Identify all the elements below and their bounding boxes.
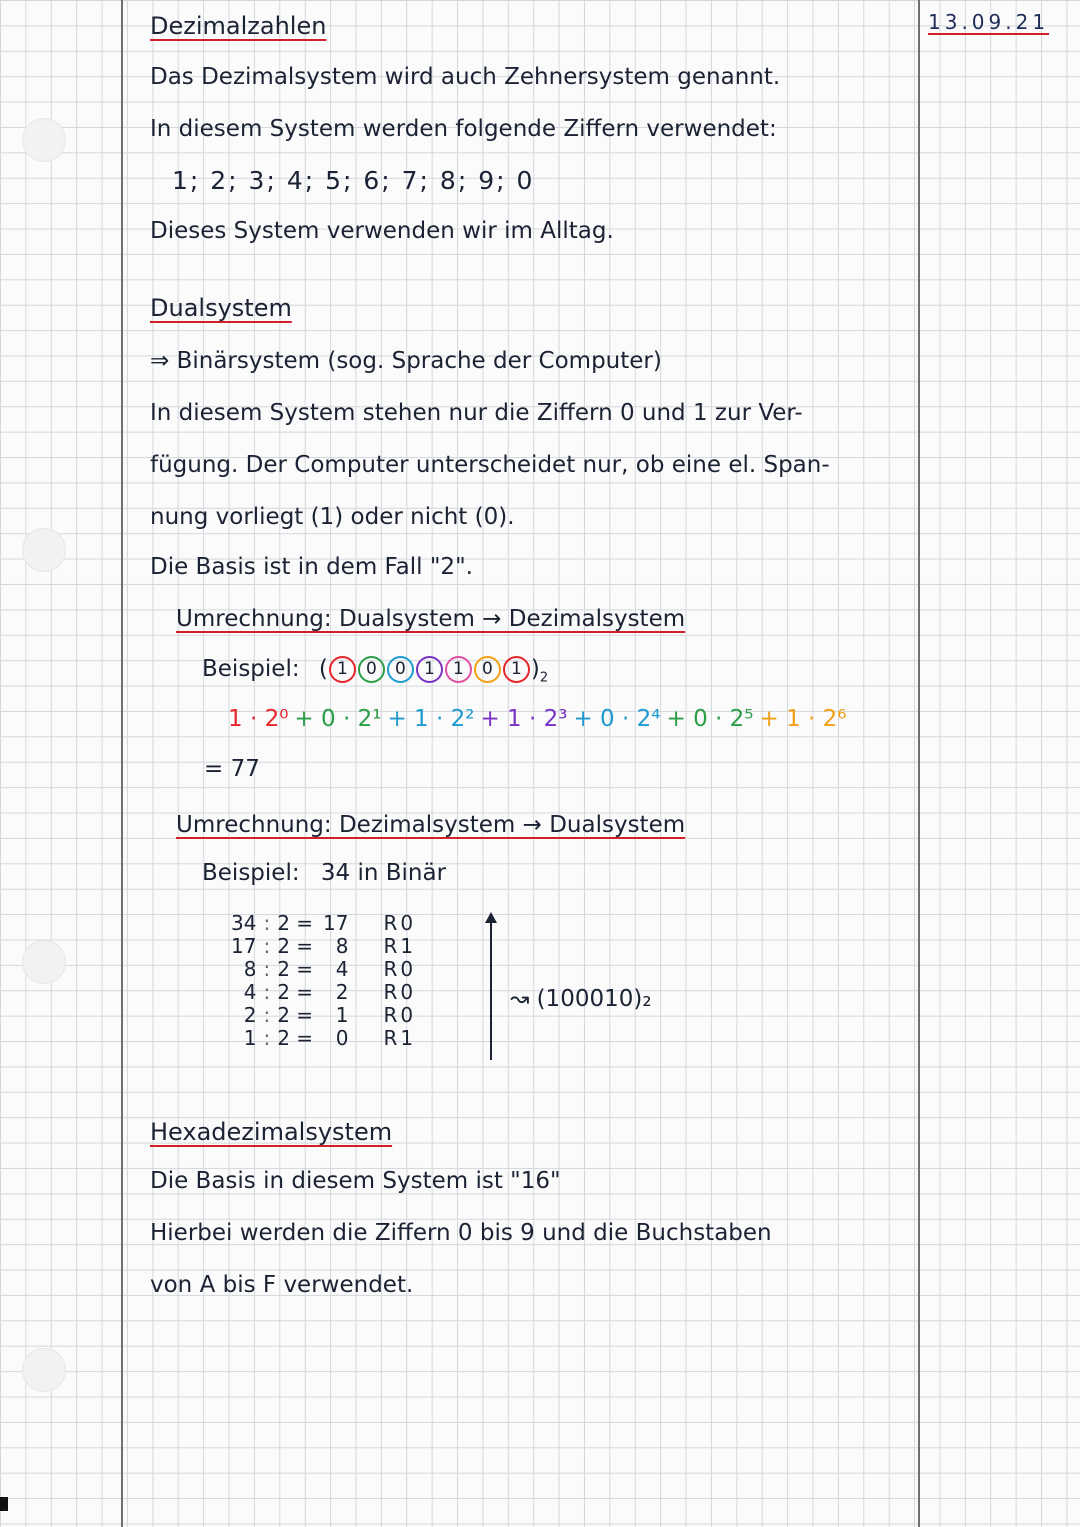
remainder: R0 bbox=[383, 957, 417, 981]
dezimal-line-3: Dieses System verwenden wir im Alltag. bbox=[150, 218, 614, 244]
binary-number: ( 1 0 0 1 1 0 1 )$_2$ bbox=[318, 656, 549, 686]
punch-hole bbox=[22, 528, 66, 572]
upward-arrow bbox=[490, 918, 492, 1060]
dezimal-line-2: In diesem System werden folgende Ziffern verwendet: bbox=[150, 116, 777, 142]
divide-sign: : bbox=[263, 957, 271, 981]
dividend: 1 bbox=[243, 1026, 257, 1050]
binary-digit: 1 bbox=[503, 656, 530, 683]
remainder: R0 bbox=[383, 1003, 417, 1027]
expansion-term: + 1 · 2³ bbox=[480, 706, 568, 732]
quotient: 8 bbox=[335, 934, 349, 958]
hex-line-1: Die Basis in diesem System ist "16" bbox=[150, 1168, 561, 1194]
divide-sign: : bbox=[263, 911, 271, 935]
remainder: R1 bbox=[383, 1026, 417, 1050]
quotient: 2 bbox=[335, 980, 349, 1004]
heading-hexadezimalsystem: Hexadezimalsystem bbox=[150, 1118, 393, 1146]
division-row bbox=[226, 958, 421, 981]
divisor: 2 = bbox=[277, 911, 314, 935]
binary-digits bbox=[328, 656, 531, 682]
binary-digit: 0 bbox=[358, 656, 385, 683]
division-row bbox=[226, 1027, 421, 1050]
heading-dualsystem: Dualsystem bbox=[150, 294, 292, 322]
division-table bbox=[226, 912, 421, 1050]
dezimal-line-1: Das Dezimalsystem wird auch Zehnersystem genannt. bbox=[150, 64, 781, 90]
page-date: 13.09.21 bbox=[928, 10, 1050, 34]
binary-digit: 0 bbox=[474, 656, 501, 683]
dual-line-4: nung vorliegt (1) oder nicht (0). bbox=[150, 504, 515, 530]
divide-sign: : bbox=[263, 934, 271, 958]
binary-digit: 1 bbox=[445, 656, 472, 683]
binary-digit: 1 bbox=[416, 656, 443, 683]
divisor: 2 = bbox=[277, 934, 314, 958]
binary-digit: 0 bbox=[387, 656, 414, 683]
hex-line-3: von A bis F verwendet. bbox=[150, 1272, 414, 1298]
quotient: 17 bbox=[323, 911, 349, 935]
expansion-term: + 1 · 2⁶ bbox=[759, 706, 847, 732]
conversion-2-example bbox=[202, 860, 446, 886]
dividend: 34 bbox=[231, 911, 257, 935]
conversion-2-title: Umrechnung: Dezimalsystem → Dualsystem bbox=[176, 812, 686, 838]
expansion-term: + 0 · 2¹ bbox=[294, 706, 382, 732]
dividend: 2 bbox=[243, 1003, 257, 1027]
division-row bbox=[226, 935, 421, 958]
division-row bbox=[226, 981, 421, 1004]
quotient: 0 bbox=[335, 1026, 349, 1050]
expansion-terms bbox=[228, 706, 853, 732]
divisor: 2 = bbox=[277, 1003, 314, 1027]
conversion-2-result: ↝ (100010)₂ bbox=[510, 986, 652, 1012]
conversion-1-title: Umrechnung: Dualsystem → Dezimalsystem bbox=[176, 606, 686, 632]
example-label: Beispiel: bbox=[202, 656, 300, 682]
example-label: Beispiel: bbox=[202, 860, 300, 886]
example-value: 34 in Binär bbox=[320, 860, 447, 886]
dezimal-digits: 1; 2; 3; 4; 5; 6; 7; 8; 9; 0 bbox=[172, 166, 535, 195]
conversion-1-example bbox=[202, 656, 548, 686]
expansion-term: + 1 · 2² bbox=[387, 706, 475, 732]
divide-sign: : bbox=[263, 1003, 271, 1027]
remainder: R0 bbox=[383, 980, 417, 1004]
divide-sign: : bbox=[263, 980, 271, 1004]
division-row bbox=[226, 912, 421, 935]
remainder: R1 bbox=[383, 934, 417, 958]
upward-arrow-head bbox=[485, 912, 497, 923]
hex-line-2: Hierbei werden die Ziffern 0 bis 9 und die Buchstaben bbox=[150, 1220, 772, 1246]
expansion-term: + 0 · 2⁵ bbox=[666, 706, 754, 732]
divisor: 2 = bbox=[277, 1026, 314, 1050]
binary-base: 2 bbox=[539, 670, 549, 686]
edge-mark bbox=[0, 1497, 8, 1511]
divisor: 2 = bbox=[277, 957, 314, 981]
dual-line-1: ⇒ Binärsystem (sog. Sprache der Computer) bbox=[150, 348, 662, 374]
punch-hole bbox=[22, 118, 66, 162]
punch-hole bbox=[22, 1348, 66, 1392]
quotient: 4 bbox=[335, 957, 349, 981]
dividend: 17 bbox=[231, 934, 257, 958]
dual-line-2: In diesem System stehen nur die Ziffern 0 und 1 zur Ver- bbox=[150, 400, 803, 426]
division-row bbox=[226, 1004, 421, 1027]
dividend: 4 bbox=[243, 980, 257, 1004]
binary-digit: 1 bbox=[329, 656, 356, 683]
left-margin-line bbox=[121, 0, 123, 1527]
remainder: R0 bbox=[383, 911, 417, 935]
right-margin-line bbox=[918, 0, 920, 1527]
dual-line-5: Die Basis ist in dem Fall "2". bbox=[150, 554, 473, 580]
expansion-term: + 0 · 2⁴ bbox=[573, 706, 661, 732]
heading-dezimalzahlen: Dezimalzahlen bbox=[150, 12, 327, 40]
punch-hole bbox=[22, 940, 66, 984]
divisor: 2 = bbox=[277, 980, 314, 1004]
conversion-1-result: = 77 bbox=[204, 756, 260, 782]
quotient: 1 bbox=[335, 1003, 349, 1027]
expansion-term: 1 · 2⁰ bbox=[228, 706, 289, 732]
dual-line-3: fügung. Der Computer unterscheidet nur, ob eine el. Span- bbox=[150, 452, 830, 478]
dividend: 8 bbox=[243, 957, 257, 981]
divide-sign: : bbox=[263, 1026, 271, 1050]
